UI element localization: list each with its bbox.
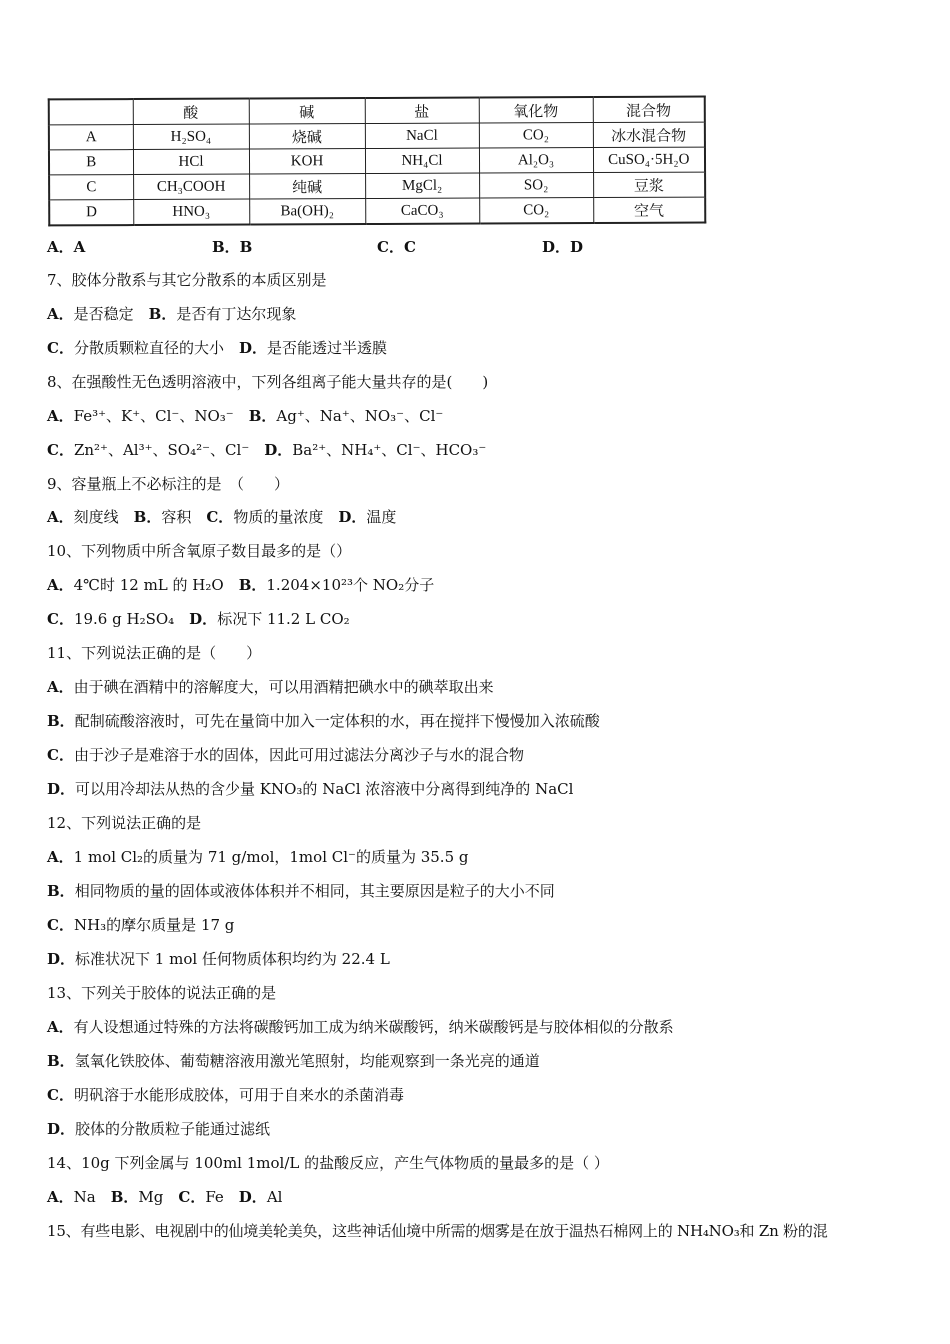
table-cell: CO₂: [479, 198, 593, 224]
classification-table: [48, 96, 707, 227]
table-cell: SO₂: [479, 173, 593, 198]
table-row: [49, 197, 705, 225]
table-header-cell: 混合物: [593, 97, 705, 123]
question-12-option-d: D．标准状况下 1 mol 任何物质体积均约为 22.4 L: [47, 950, 390, 968]
table-cell: NH₄Cl: [365, 148, 479, 173]
question-11-option-c: C．由于沙子是难溶于水的固体，因此可用过滤法分离沙子与水的混合物: [47, 746, 524, 764]
table-header-cell: 盐: [365, 98, 479, 124]
question-12-option-a: A．1 mol Cl₂的质量为 71 g/mol，1mol Cl⁻的质量为 35.5 g: [47, 848, 469, 866]
table-cell: Al₂O₃: [479, 148, 593, 173]
question-8: 8、在强酸性无色透明溶液中，下列各组离子能大量共存的是( ): [47, 373, 489, 391]
question-12-option-c: C．NH₃的摩尔质量是 17 g: [47, 916, 235, 934]
table-cell: 空气: [593, 197, 705, 223]
table-cell: D: [49, 200, 133, 226]
question-11: 11、下列说法正确的是（ ）: [47, 644, 262, 662]
question-7: 7、胶体分散系与其它分散系的本质区别是: [47, 271, 327, 289]
table-header-cell: 碱: [249, 98, 365, 124]
table-cell: 豆浆: [593, 172, 705, 197]
question-12: 12、下列说法正确的是: [47, 814, 202, 832]
table-cell: 烧碱: [249, 124, 365, 150]
table-cell: HNO₃: [133, 199, 249, 225]
question-9-options: A．刻度线 B．容积 C．物质的量浓度 D．温度: [47, 508, 397, 526]
q6-option-c: C．C: [377, 238, 416, 256]
table-cell: A: [49, 125, 133, 150]
question-10: 10、下列物质中所含氧原子数目最多的是（）: [47, 542, 352, 560]
table-cell: CO₂: [479, 123, 593, 148]
q6-option-a: A．A: [47, 238, 86, 256]
table-cell: CH₃COOH: [133, 174, 249, 200]
table-cell: CuSO₄·5H₂O: [593, 147, 705, 172]
question-9: 9、容量瓶上不必标注的是 （ ）: [47, 475, 290, 493]
table-cell: 冰水混合物: [593, 122, 705, 147]
q6-option-d: D．D: [542, 238, 584, 256]
question-11-option-d: D．可以用冷却法从热的含少量 KNO₃的 NaCl 浓溶液中分离得到纯净的 NaCl: [47, 780, 574, 798]
question-7-options-ab: A．是否稳定 B．是否有丁达尔现象: [47, 305, 297, 323]
question-10-options-ab: A．4℃时 12 mL 的 H₂O B．1.204×10²³个 NO₂分子: [47, 576, 435, 594]
table-cell: HCl: [133, 149, 249, 175]
question-7-options-cd: C．分散质颗粒直径的大小 D．是否能透过半透膜: [47, 339, 387, 357]
table-cell: 纯碱: [249, 174, 365, 200]
question-13: 13、下列关于胶体的说法正确的是: [47, 984, 277, 1002]
table-cell: C: [49, 175, 133, 200]
table-row: [49, 147, 705, 175]
question-10-options-cd: C．19.6 g H₂SO₄ D．标况下 11.2 L CO₂: [47, 610, 350, 628]
table-cell: B: [49, 150, 133, 175]
table-header-cell: 氧化物: [479, 97, 593, 123]
question-14: 14、10g 下列金属与 100ml 1mol/L 的盐酸反应，产生气体物质的量最多的是（ ）: [47, 1154, 609, 1172]
question-13-option-a: A．有人设想通过特殊的方法将碳酸钙加工成为纳米碳酸钙，纳米碳酸钙是与胶体相似的分散系: [47, 1018, 674, 1036]
question-15: 15、有些电影、电视剧中的仙境美轮美奂，这些神话仙境中所需的烟雾是在放于温热石棉网上的 NH₄NO₃和 Zn 粉的混: [47, 1222, 828, 1240]
question-11-option-a: A．由于碘在酒精中的溶解度大，可以用酒精把碘水中的碘萃取出来: [47, 678, 494, 696]
table-cell: Ba(OH)₂: [249, 199, 365, 225]
table-cell: NaCl: [365, 123, 479, 148]
question-13-option-b: B．氢氧化铁胶体、葡萄糖溶液用激光笔照射，均能观察到一条光亮的通道: [47, 1052, 540, 1070]
question-8-options-cd: C．Zn²⁺、Al³⁺、SO₄²⁻、Cl⁻ D．Ba²⁺、NH₄⁺、Cl⁻、HCO₃⁻: [47, 441, 487, 459]
table-cell: KOH: [249, 149, 365, 175]
question-8-options-ab: A．Fe³⁺、K⁺、Cl⁻、NO₃⁻ B．Ag⁺、Na⁺、NO₃⁻、Cl⁻: [47, 407, 444, 425]
table-header-cell: 酸: [133, 99, 249, 125]
table-cell: CaCO₃: [365, 198, 479, 224]
question-13-option-c: C．明矾溶于水能形成胶体，可用于自来水的杀菌消毒: [47, 1086, 404, 1104]
question-13-option-d: D．胶体的分散质粒子能通过滤纸: [47, 1120, 271, 1138]
question-12-option-b: B．相同物质的量的固体或液体体积并不相同，其主要原因是粒子的大小不同: [47, 882, 555, 900]
question-14-options: A．Na B．Mg C．Fe D．Al: [47, 1188, 283, 1206]
q6-option-b: B．B: [212, 238, 253, 256]
classification-table-wrapper: [48, 96, 705, 223]
table-header-cell: [49, 99, 133, 125]
question-11-option-b: B．配制硫酸溶液时，可先在量筒中加入一定体积的水，再在搅拌下慢慢加入浓硫酸: [47, 712, 600, 730]
table-row: [49, 172, 705, 200]
table-row: [49, 122, 705, 150]
table-header-row: [49, 97, 705, 125]
table-cell: H₂SO₄: [133, 124, 249, 150]
table-cell: MgCl₂: [365, 173, 479, 198]
